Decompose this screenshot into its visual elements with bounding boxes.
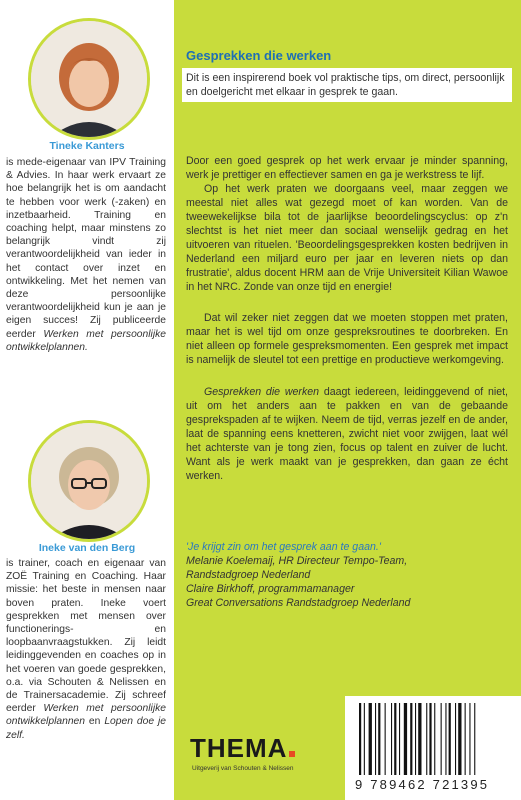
author2-photo bbox=[28, 420, 150, 542]
paragraph-3-book: Gesprekken die werken bbox=[204, 386, 320, 398]
author1-photo-icon bbox=[31, 21, 147, 137]
author1-bio-text: is mede-eigenaar van IPV Training & Advies. In haar werk ervaart ze hoe belangrijk het is om aandacht te hebben voor werk (-zaken) en inzetbaarheid. Training en coaching helpt, maar minstens zo belangrijk vindt zij verantwoordelijkheid van ieder in het contact over inzet en ontwikkeling. Met het nemen van deze persoonlijke verantwoordelijkheid kun je aan je eigen succes! Zij publiceerde eerder bbox=[6, 157, 166, 340]
testimonial-line-2: Randstadgroep Nederland bbox=[186, 569, 311, 581]
logo-dot-icon bbox=[289, 751, 295, 757]
paragraph-2: Dat wil zeker niet zeggen dat we moeten stoppen met praten, maar het is wel tijd om onze gespreksroutines te doorbreken. En niet alleen op formele gespreksmomenten. Een gesprek met impact is namelijk de sleutel tot een prettige en productieve werkomgeving. bbox=[186, 312, 508, 366]
book-title: Gesprekken die werken bbox=[186, 48, 332, 63]
barcode-icon bbox=[355, 703, 511, 775]
paragraph-1a: Door een goed gesprek op het werk ervaar je minder spanning, werk je prettiger en effectiever samen en ga je werkstress te lijf. bbox=[186, 155, 508, 181]
author2-bio-book2: Lopen doe je zelf. bbox=[6, 716, 166, 741]
author2-name: Ineke van den Berg bbox=[38, 542, 136, 554]
testimonial-quote: 'Je krijgt zin om het gesprek aan te gaan.' bbox=[186, 541, 381, 553]
isbn-number: 9 789462 721395 bbox=[355, 777, 490, 792]
testimonial-line-4: Great Conversations Randstadgroep Nederland bbox=[186, 597, 411, 609]
publisher-name: Uitgeverij van Schouten & Nelissen bbox=[192, 765, 294, 772]
paragraph-3 bbox=[182, 385, 512, 483]
paragraph-1 bbox=[182, 154, 512, 294]
author1-bio-book: Werken met persoonlijke ontwikkelplannen. bbox=[6, 328, 166, 353]
testimonial-line-1: Melanie Koelemaij, HR Directeur Tempo-Team, bbox=[186, 555, 408, 567]
intro-text: Dit is een inspirerend boek vol praktische tips, om direct, persoonlijk en doelgericht met elkaar in gesprek te gaan. bbox=[182, 68, 512, 102]
paragraph-3-text: daagt iedereen, leidinggevend of niet, uit om het anders aan te pakken en van de gebaande gesprekspaden af te wijken. Neem de tijd, verras jezelf en de ander, laat de spanning eens knetteren, zwicht niet voor zwijgen, laat wél het achterste van je tong zien, focus op talent en zuiver de lucht. Want als je werk maakt van je gesprekken, dan gaan ze écht werken. bbox=[186, 386, 508, 482]
author2-bio-and: en bbox=[88, 716, 101, 728]
testimonial-line-3: Claire Birkhoff, programmamanager bbox=[186, 583, 355, 595]
author2-bio-book1: Werken met persoonlijke ontwikkelplannen bbox=[6, 703, 166, 728]
author1-bio bbox=[6, 156, 166, 354]
author1-name: Tineke Kanters bbox=[49, 140, 125, 152]
author2-bio-text: is trainer, coach en eigenaar van ZOË Training en Coaching. Haar missie: het beste in mensen naar boven praten. Ineke voert gesprekken met mensen over functionerings- en loopbaanvraagstukken. Zij leidt leidinggevenden en coaches op in het voeren van goede gesprekken, o.a. via Schouten & Nelissen en de Trainersacademie. Zij schreef eerder bbox=[6, 558, 166, 715]
author2-photo-icon bbox=[31, 423, 147, 539]
author1-photo bbox=[28, 18, 150, 140]
paragraph-1b: Op het werk praten we doorgaans veel, maar zeggen we meestal niet alles wat gezegd moet of kan worden. Van de tweewekelijkse bila tot de jaarlijkse beoordelingscyclus: op z'n slechtst is het niet meer dan sociaal wenselijk gedrag en het uitvoeren van rituelen. 'Beoordelingsgesprekken kosten bedrijven in Nederland een miljard euro per jaar en leveren niets op dan frustratie', aldus docent HRM aan de Vrije Universiteit Kilian Wawoe in het NRC. Zonde van onze tijd en energie! bbox=[186, 183, 508, 293]
publisher-logo-text: THEMA bbox=[190, 733, 288, 763]
author2-bio bbox=[6, 557, 166, 742]
testimonial bbox=[186, 540, 506, 610]
publisher-logo bbox=[190, 733, 295, 764]
